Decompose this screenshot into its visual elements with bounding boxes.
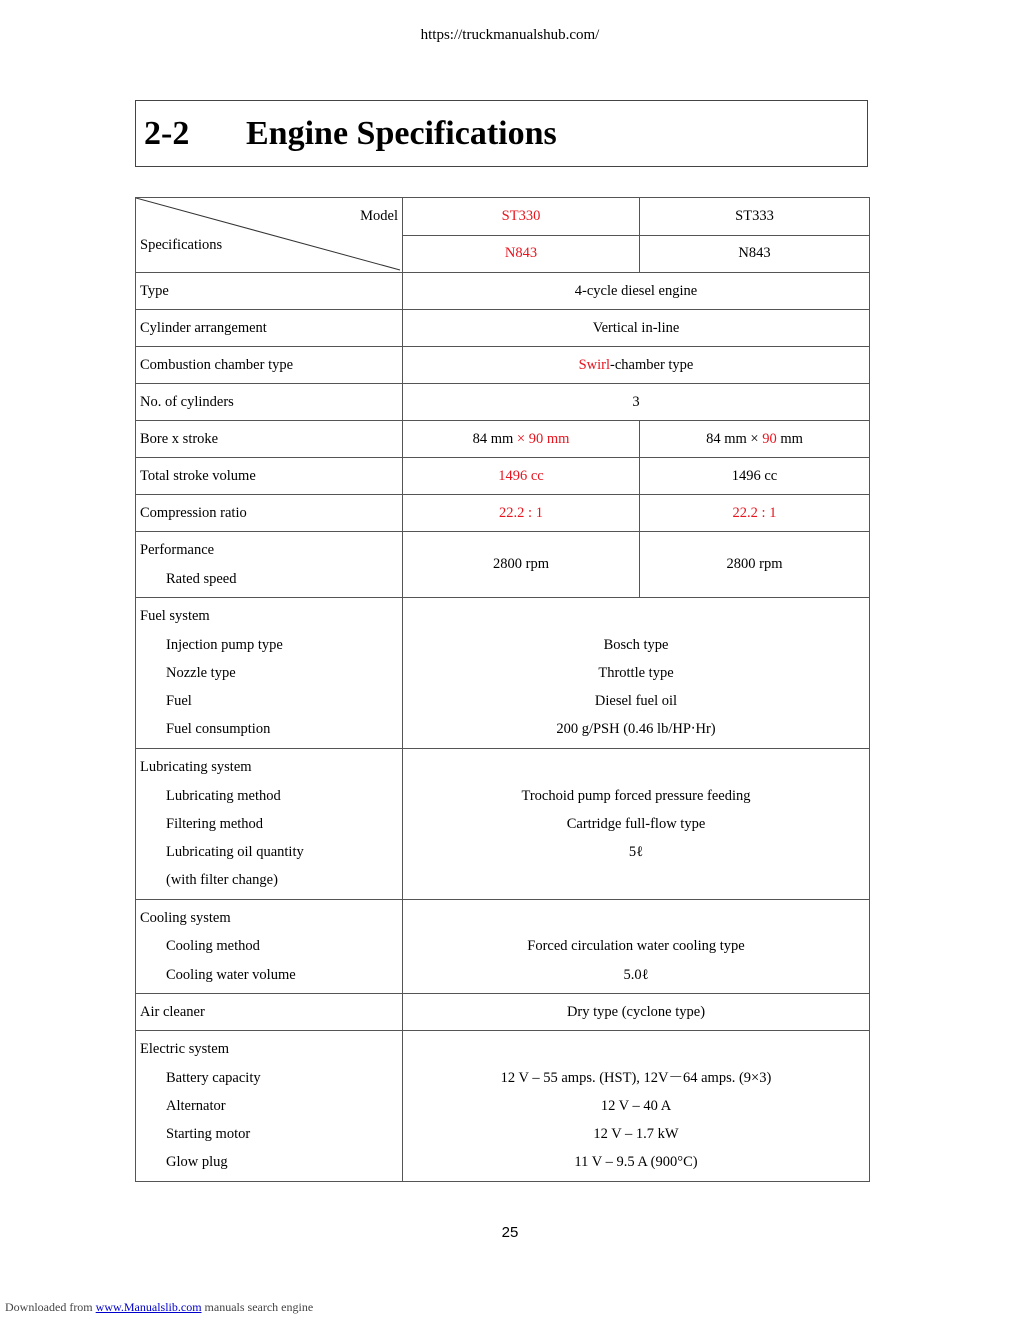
sub-value: 12 V – 40 A <box>600 1097 672 1114</box>
row-type <box>136 273 870 310</box>
speed-st330: 2800 rpm <box>403 532 640 598</box>
bore-a-part2: × 90 mm <box>516 430 570 447</box>
model-st333: ST333 <box>640 198 870 236</box>
row-value: 4-cycle diesel engine <box>403 273 870 310</box>
bore-b-part3: mm <box>776 430 803 447</box>
sub-label: Fuel <box>166 693 192 710</box>
sub-value: 12 V – 55 amps. (HST), 12V－64 amps. (9×3) <box>500 1069 772 1086</box>
bore-st330 <box>403 421 640 458</box>
row-label: Compression ratio <box>136 495 403 532</box>
sub-label: Starting motor <box>166 1126 251 1143</box>
header-url: https://truckmanualshub.com/ <box>420 27 600 43</box>
row-cylinder-arrangement <box>136 310 870 347</box>
engine-st330: N843 <box>403 235 640 273</box>
row-label: Combustion chamber type <box>136 347 403 384</box>
row-value: 3 <box>403 384 870 421</box>
section-number: 2-2 <box>144 115 190 152</box>
row-label: Lubricating system <box>140 759 252 776</box>
corner-model-label: Model <box>360 208 398 224</box>
engine-st333: N843 <box>640 235 870 273</box>
sub-label: Battery capacity <box>166 1069 261 1086</box>
cooling-labels <box>136 900 403 994</box>
bore-b-part1: 84 mm × <box>706 430 763 447</box>
sub-value: Bosch type <box>603 636 669 653</box>
row-air-cleaner <box>136 994 870 1031</box>
row-value <box>403 347 870 384</box>
section-title: Engine Specifications <box>246 115 557 152</box>
bore-st333 <box>640 421 870 458</box>
download-footer <box>5 1300 313 1315</box>
compression-st333: 22.2 : 1 <box>640 495 870 532</box>
row-cooling-system <box>136 900 870 994</box>
electric-values <box>403 1031 870 1182</box>
lubricating-values <box>403 749 870 900</box>
row-label: Cylinder arrangement <box>136 310 403 347</box>
sub-label: Alternator <box>166 1097 226 1114</box>
row-label: Cooling system <box>140 910 231 927</box>
download-suffix: manuals search engine <box>201 1300 314 1314</box>
row-combustion <box>136 347 870 384</box>
manualslib-link[interactable]: www.Manualslib.com <box>95 1300 202 1314</box>
row-volume <box>136 458 870 495</box>
corner-header-cell <box>136 198 403 273</box>
download-prefix: Downloaded from <box>5 1300 96 1314</box>
row-label: Electric system <box>140 1041 229 1058</box>
volume-st333: 1496 cc <box>640 458 870 495</box>
row-fuel-system <box>136 598 870 749</box>
sub-value: Cartridge full-flow type <box>566 815 706 832</box>
performance-labels <box>136 532 403 598</box>
row-label: Performance <box>140 542 215 559</box>
row-label: Type <box>136 273 403 310</box>
sub-label: Fuel consumption <box>166 721 271 738</box>
sub-label: Rated speed <box>166 570 237 587</box>
sub-value: 12 V – 1.7 kW <box>593 1126 679 1143</box>
electric-labels <box>136 1031 403 1182</box>
sub-label: Glow plug <box>166 1154 228 1171</box>
row-label: Fuel system <box>140 608 210 625</box>
sub-value: 200 g/PSH (0.46 lb/HP‧Hr) <box>556 721 716 738</box>
row-lubricating-system <box>136 749 870 900</box>
lubricating-labels <box>136 749 403 900</box>
sub-value: 5.0ℓ <box>623 966 649 983</box>
corner-specs-label: Specifications <box>140 237 223 253</box>
chamber-text: -chamber type <box>610 356 694 373</box>
sub-label: Lubricating method <box>166 787 281 804</box>
sub-label: (with filter change) <box>166 872 278 889</box>
row-label: Air cleaner <box>136 994 403 1031</box>
row-compression <box>136 495 870 532</box>
cooling-values <box>403 900 870 994</box>
sub-value: Trochoid pump forced pressure feeding <box>521 787 751 804</box>
sub-label: Cooling method <box>166 938 260 955</box>
row-cylinders <box>136 384 870 421</box>
row-performance <box>136 532 870 598</box>
sub-label: Cooling water volume <box>166 966 296 983</box>
compression-st330: 22.2 : 1 <box>403 495 640 532</box>
fuel-values <box>403 598 870 749</box>
row-value: Vertical in-line <box>403 310 870 347</box>
row-value: Dry type (cyclone type) <box>403 994 870 1031</box>
row-label: Bore x stroke <box>136 421 403 458</box>
page-number: 25 <box>501 1224 519 1241</box>
volume-st330: 1496 cc <box>403 458 640 495</box>
fuel-labels <box>136 598 403 749</box>
section-title-box <box>135 100 868 167</box>
engine-spec-table <box>135 197 870 1182</box>
sub-value: Diesel fuel oil <box>594 693 678 710</box>
row-label: Total stroke volume <box>136 458 403 495</box>
model-st330: ST330 <box>403 198 640 236</box>
bore-b-part2: 90 <box>762 430 777 447</box>
sub-label: Filtering method <box>166 815 264 832</box>
sub-value: 11 V – 9.5 A (900°C) <box>574 1154 698 1171</box>
sub-label: Nozzle type <box>166 664 236 681</box>
row-bore-stroke <box>136 421 870 458</box>
row-electric-system <box>136 1031 870 1182</box>
speed-st333: 2800 rpm <box>640 532 870 598</box>
sub-value: 5ℓ <box>628 844 644 861</box>
sub-value: Throttle type <box>598 664 674 681</box>
sub-label: Lubricating oil quantity <box>166 844 304 861</box>
sub-value: Forced circulation water cooling type <box>527 938 745 955</box>
row-label: No. of cylinders <box>136 384 403 421</box>
bore-a-part1: 84 mm <box>472 430 517 447</box>
swirl-text: Swirl <box>578 356 611 373</box>
sub-label: Injection pump type <box>166 636 283 653</box>
